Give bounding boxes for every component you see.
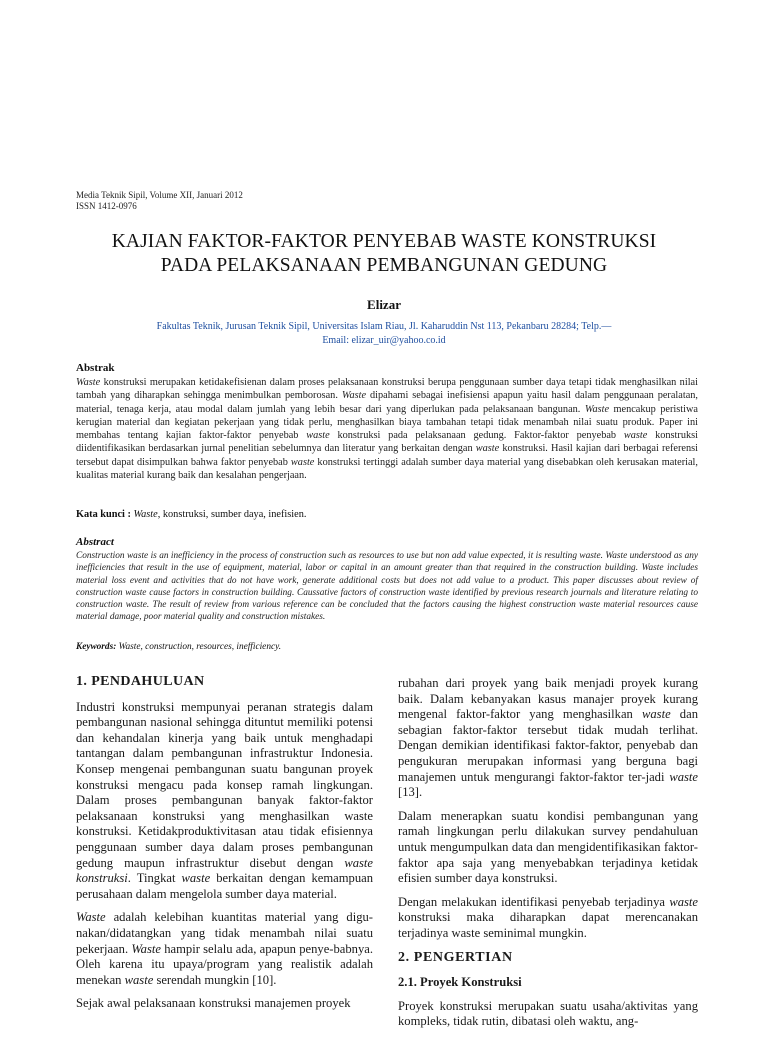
section-heading-pendahuluan: 1. PENDAHULUAN (76, 674, 205, 689)
keywords-list: Waste, construction, resources, inefficiency. (116, 642, 282, 652)
term-waste: waste (124, 972, 154, 987)
abstract-body: Construction waste is an inefficiency in the process of construction such as resources to use but non add value expected, it is resulting waste. Waste understood as any inefficiencies that result in the use of equipment, material, labor or capital in an amount greater than that required in the construction building. Waste includes material loss event and activities that do not have work, generate additional costs but does not add value to a product. This paper discusses about review of construction waste cause factors in construction building. Caussative factors of construction waste identified by previous research journals and literature relating to construction waste. The result of review from various reference can be concluded that the factors causing the highest construction waste material resources cause material damage, poor material quality and construction mistakes. (76, 551, 698, 623)
title-line-1: KAJIAN FAKTOR-FAKTOR PENYEBAB WASTE KONSTRUKSI (111, 231, 657, 252)
term-waste: Waste (131, 941, 161, 956)
email-link[interactable]: elizar_uir@yahoo.co.id (351, 334, 446, 346)
paragraph-text: hampir selalu ada, apapun penye-babnya. Oleh karena itu upaya/program yang realistik adalah menekan (76, 941, 373, 987)
term-waste: Waste (76, 377, 101, 388)
term-waste: waste (669, 769, 698, 784)
term-waste: waste (181, 871, 211, 886)
term-waste: waste (641, 707, 671, 722)
paragraph-text: rubahan dari proyek yang baik menjadi proyek kurang baik. Dalam kebanyakan kasus manajer proyek kurang mengenal faktor-faktor yang menghasilkan (398, 676, 698, 722)
paragraph-text: dan sebagian faktor-faktor tersebut tidak mudah terlihat. Dengan demikian identifikasi faktor-faktor, penyebab dan pengukuran merupakan informasi yang berguna bagi manajemen untuk mengurangi faktor-faktor ter-jadi (398, 707, 698, 784)
kata-kunci-label: Kata kunci : (76, 509, 131, 520)
keywords (76, 642, 281, 652)
term-waste: waste (306, 430, 330, 442)
abstrak-text: konstruksi. Hasil kajian dari berbagai referensi tersebut dapat disimpulkan bahwa faktor penyebab (76, 443, 699, 468)
abstract-heading: Abstract (76, 536, 114, 548)
left-column (76, 674, 373, 1020)
paper-title (40, 230, 728, 278)
journal-info: Media Teknik Sipil, Volume XII, Januari 2012 (76, 190, 243, 200)
paragraph: Proyek konstruksi merupakan suatu usaha/aktivitas yang kompleks, tidak rutin, dibatasi oleh waktu, ang- (398, 998, 698, 1029)
paragraph-text: . Tingkat (127, 871, 182, 886)
term-waste: waste (669, 894, 698, 909)
author-affiliation (60, 320, 708, 347)
title-line-2: PADA PELAKSANAAN PEMBANGUNAN GEDUNG (160, 255, 608, 276)
abstrak-text: konstruksi merupakan ketidakefisienan dalam proses pelaksanaan konstruksi berupa penggunaan sumber daya tetapi tidak menghasilkan nilai tambah yang diharapkan sehingga menimbulkan pemborosan. (76, 377, 698, 402)
paragraph-text: [13]. (398, 785, 423, 800)
paragraph-text: konstruksi maka diharapkan dapat merencanakan terjadinya waste seminimal mungkin. (398, 910, 698, 940)
affiliation-address: Fakultas Teknik, Jurusan Teknik Sipil, Universitas Islam Riau, Jl. Kaharuddin Nst 113, Pekanbaru 28284; Telp.— (156, 321, 612, 332)
paragraph (76, 910, 373, 988)
affiliation-email-line (60, 334, 708, 348)
kata-kunci-list: , konstruksi, sumber daya, inefisien. (157, 509, 307, 520)
section-heading-pengertian: 2. PENGERTIAN (398, 949, 513, 965)
right-column (398, 676, 698, 1038)
subsection-heading-proyek-konstruksi: 2.1. Proyek Konstruksi (398, 975, 522, 990)
paragraph-text: serendah mungkin [10]. (153, 972, 277, 987)
paragraph-text: adalah kelebihan kuantitas material yang digu-nakan/didatangkan yang tidak menambah nilai suatu pekerjaan. (76, 910, 373, 956)
abstrak-text: dipahami sebagai inefisiensi apapun yaitu hasil dalam penggunaan peralatan, material, tenaga kerja, atau modal dalam jumlah yang lebih besar dari yang diperlukan pada pelaksanaan bangunan. (76, 390, 698, 415)
email-label: Email: (322, 334, 349, 346)
keywords-label: Keywords: (76, 642, 117, 652)
abstrak-text: konstruksi diidentifikasikan berdasarkan jurnal penelitian sebelumnya dan literatur yang berkaitan dengan (76, 430, 698, 455)
term-waste: Waste (130, 509, 158, 520)
term-waste: Waste (341, 390, 367, 402)
paragraph (398, 676, 698, 801)
term-waste-konstruksi: waste konstruksi (76, 855, 373, 886)
journal-header (76, 190, 243, 212)
paragraph-text: Dengan melakukan identifikasi penyebab terjadinya (398, 894, 670, 909)
paragraph-text: Industri konstruksi mempunyai peranan strategis dalam pembangunan nasional sehingga dituntut memiliki potensi dan kehandalan kinerja yang baik untuk menghadapi tantangan dalam pembangunan infrastruktur Indonesia. Konsep mengenai pembangunan suatu bangunan proyek konstruksi mengacu pada konsep ramah lingkungan. Dalam proses pembangunan banyak faktor-faktor pelaksanaan konstruksi yang menghasilkan waste konstruksi. Ketidakproduktivitasan atau tidak efisiennya penggunaan sumber daya dalam proses pembangunan gedung maupun infrastruktur disebut dengan (76, 699, 373, 870)
abstrak-text: konstruksi pada pelaksanaan gedung. Faktor-faktor penyebab (329, 430, 624, 442)
paragraph (76, 700, 373, 903)
term-waste: waste (290, 456, 315, 468)
abstrak-heading: Abstrak (76, 362, 115, 374)
paragraph (398, 895, 698, 942)
term-waste: waste (475, 443, 500, 455)
term-waste: Waste (584, 403, 610, 415)
kata-kunci (76, 509, 306, 520)
paragraph: Sejak awal pelaksanaan konstruksi manajemen proyek (76, 996, 351, 1011)
term-waste: waste (623, 430, 648, 442)
issn: ISSN 1412-0976 (76, 201, 137, 211)
abstrak-body (76, 376, 698, 482)
term-waste: Waste (76, 910, 106, 925)
paragraph-text: berkaitan dengan kemampuan perusahaan dalam mengelola sumber daya material. (76, 871, 373, 901)
abstrak-text: mencakup peristiwa kerugian material dan kegiatan pekerjaan yang tidak perlu, menghasilkan biaya tambahan tetapi tidak menambah nilai suatu produk. Paper ini membahas tentang kajian faktor-faktor penyebab (76, 403, 698, 442)
author-name: Elizar (367, 297, 401, 312)
abstrak-text: konstruksi tertinggi adalah sumber daya material yang disebabkan oleh kerusakan material, kualitas material kurang baik dan kesalahan pengerjaan. (76, 456, 698, 482)
paragraph: Dalam menerapkan suatu kondisi pembangunan yang ramah lingkungan perlu dilakukan survey pendahuluan untuk mengumpulkan data dan mengidentifikasikan faktor-faktor apa saja yang menyebabkan terjadinya ketidak efisien sumber daya konstruksi. (398, 808, 698, 886)
